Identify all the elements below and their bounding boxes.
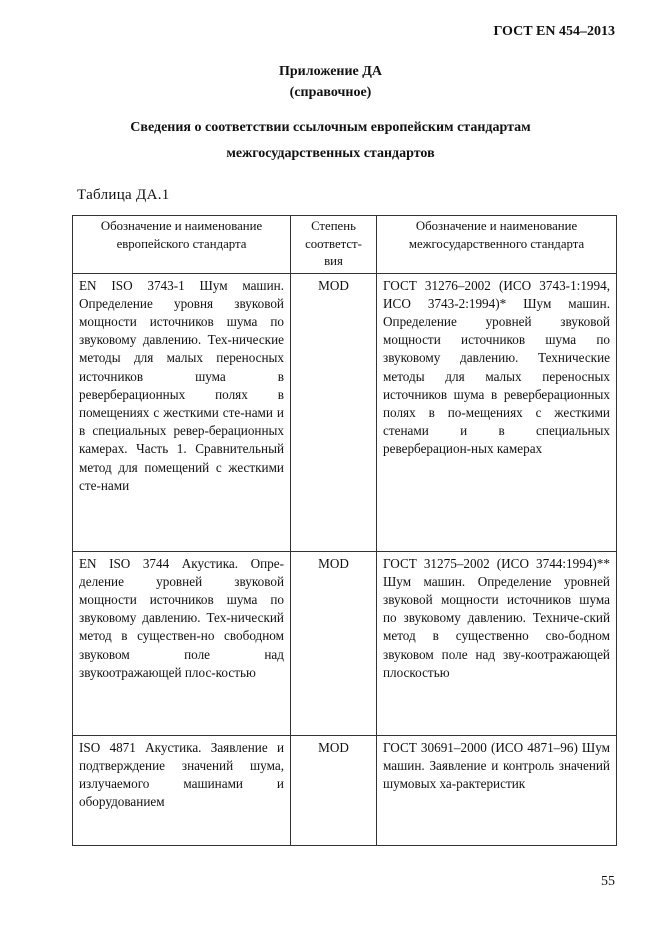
cell-degree: MOD (291, 273, 377, 551)
document-code: ГОСТ EN 454–2013 (493, 24, 615, 39)
cell-interstate-standard: ГОСТ 31275–2002 (ИСО 3744:1994)** Шум машин. Определение уровней звуковой мощности источников шума по звуковому давлению. Техниче-ский метод в существенно сво-бодном звуковом поле над зву-коотражающей плоскостью (377, 551, 617, 735)
page-number: 55 (601, 874, 615, 889)
cell-european-standard: ISO 4871 Акустика. Заявление и подтверждение значений шума, излучаемого машинами и оборудованием (73, 735, 291, 845)
cell-european-standard: EN ISO 3743-1 Шум машин. Определение уровня звуковой мощности источников шума по звуковому давлению. Тех-нические методы для малых переносных источников шума в реверберационных полях в помещениях с жесткими сте-нами и в специальных ревер-берационных камерах. Часть 1. Сравнительный метод для помещений с жесткими сте-нами (73, 273, 291, 551)
cell-degree: MOD (291, 735, 377, 845)
table-row (73, 551, 617, 735)
appendix-title: Приложение ДА (278, 64, 383, 79)
table-row (73, 735, 617, 845)
column-header-interstate: Обозначение и наименование межгосударственного стандарта (377, 216, 617, 274)
appendix-heading-line2: межгосударственных стандартов (226, 146, 435, 161)
column-header-european: Обозначение и наименование европейского стандарта (73, 216, 291, 274)
appendix-heading-line1: Сведения о соответствии ссылочным европейским стандартам (130, 120, 531, 135)
cell-degree: MOD (291, 551, 377, 735)
cell-european-standard: EN ISO 3744 Акустика. Опре-деление уровней звуковой мощности источников шума по звуковому давлению. Тех-нический метод в существен-но свободном звуковом поле над звукоотражающей плос-костью (73, 551, 291, 735)
column-header-degree: Степень соответст-вия (291, 216, 377, 274)
table-header-row (73, 216, 617, 274)
cell-interstate-standard: ГОСТ 30691–2000 (ИСО 4871–96) Шум машин. Заявление и контроль значений шумовых ха-рактеристик (377, 735, 617, 845)
table-caption: Таблица ДА.1 (77, 187, 170, 203)
appendix-subtitle: (справочное) (289, 85, 372, 100)
correspondence-table (72, 215, 617, 846)
table-row (73, 273, 617, 551)
cell-interstate-standard: ГОСТ 31276–2002 (ИСО 3743-1:1994, ИСО 3743-2:1994)* Шум машин. Определение уровней звуковой мощности источников шума по звуковому давлению. Технические методы для малых переносных источников шума в реверберационных полях в по-мещениях с жесткими стенами и в специальных реверберацион-ных камерах (377, 273, 617, 551)
